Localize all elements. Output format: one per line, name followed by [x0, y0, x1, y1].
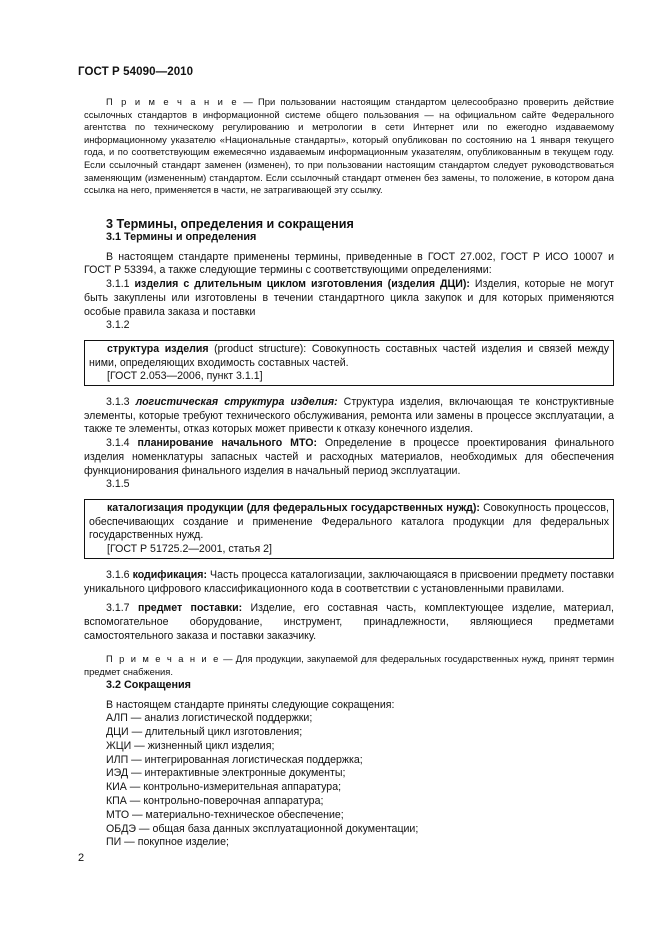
list-item: ИЭД — интерактивные электронные документы; — [106, 767, 346, 780]
term-name: каталогизация продукции (для федеральных государственных нужд): — [107, 502, 480, 514]
term-number: 3.1.6 — [106, 568, 133, 581]
term-definition: Определение в процессе проектирования финального изделия номенклатуры запасных частей и расходных материалов, необходимых для обеспечения функционирования финального изделия в начальный период эксплуатации. — [84, 437, 614, 477]
term-definition: Часть процесса каталогизации, заключающаяся в присвоении предмету поставки уникального цифрового классификационного кода в соответствии с установленными правилами. — [84, 568, 614, 595]
term-definition: (product structure): Совокупность составных частей изделия и связей между ними, определяющих входимость составных частей. — [89, 342, 609, 369]
list-item: ЖЦИ — жизненный цикл изделия; — [106, 739, 275, 752]
section-title: 3 Термины, определения и сокращения — [106, 216, 354, 231]
term-name: кодификация: — [132, 568, 208, 581]
term-3-1-7 — [84, 602, 614, 643]
term-name: изделия с длительным циклом изготовления (изделия ДЦИ): — [134, 278, 470, 291]
term-box-3-1-5 — [84, 499, 614, 559]
term-source-reference: [ГОСТ 2.053—2006, пункт 3.1.1] — [107, 370, 263, 383]
terms-intro: В настоящем стандарте применены термины, приведенные в ГОСТ 27.002, ГОСТ Р ИСО 10007 и ГОСТ Р 53394, а также следующие термины с соответствующими определениями: — [84, 250, 614, 277]
term-name: планирование начального МТО: — [137, 437, 317, 450]
term-3-1-4 — [84, 437, 614, 478]
term-number-3-1-5: 3.1.5 — [106, 478, 130, 491]
note-reference-standards — [84, 96, 614, 197]
term-definition: Изделие, его составная часть, комплектующее изделие, материал, вспомогательное оборудование, инструмент, принадлежности, являющиеся предметами самостоятельного заказа и поставки заказчику. — [84, 602, 614, 642]
list-item: КИА — контрольно-измерительная аппаратура; — [106, 781, 342, 794]
page-header: ГОСТ Р 54090—2010 — [78, 66, 194, 78]
term-3-1-6 — [84, 569, 614, 596]
list-item: ДЦИ — длительный цикл изготовления; — [106, 726, 303, 739]
term-name: предмет поставки: — [137, 602, 243, 615]
subsection-title-terms: 3.1 Термины и определения — [106, 230, 257, 243]
list-item: МТО — материально-техническое обеспечение; — [106, 808, 344, 821]
term-number: 3.1.1 — [106, 278, 135, 291]
list-item: ОБДЭ — общая база данных эксплуатационной документации; — [106, 822, 419, 835]
page-content — [84, 96, 614, 850]
term-3-1-3 — [84, 396, 614, 437]
note-supply-item — [84, 653, 614, 678]
term-source-reference: [ГОСТ Р 51725.2—2001, статья 2] — [107, 543, 272, 556]
term-definition: Совокупность процессов, обеспечивающих создание и применение Федерального каталога продукции для федеральных государственных нужд. — [89, 502, 609, 542]
list-item: ПИ — покупное изделие; — [106, 836, 229, 849]
term-name: структура изделия — [107, 342, 209, 355]
term-name: логистическая структура изделия: — [135, 396, 338, 409]
note-label: П р и м е ч а н и е — [106, 96, 239, 107]
term-3-1-1 — [84, 278, 614, 319]
abbreviations-intro: В настоящем стандарте приняты следующие сокращения: — [106, 698, 395, 711]
term-3-1-2 — [89, 343, 609, 370]
term-number: 3.1.3 — [106, 396, 136, 409]
term-number: 3.1.4 — [106, 437, 138, 450]
term-number: 3.1.7 — [106, 602, 138, 615]
abbreviations-list — [84, 712, 614, 850]
subsection-title-abbreviations: 3.2 Сокращения — [106, 678, 191, 691]
list-item: ИЛП — интегрированная логистическая поддержка; — [106, 753, 363, 766]
note-label: П р и м е ч а н и е — [106, 653, 220, 665]
term-box-3-1-2 — [84, 340, 614, 386]
page-number: 2 — [78, 852, 85, 864]
note-text: — При пользовании настоящим стандартом целесообразно проверить действие ссылочных стандартов в информационной системе общего пользования — на официальном сайте Федерального агентства по техническому регулированию и метрологии в сети Интернет или по ежегодно издаваемому информационному указателю «Национальные стандарты», который опубликован по состоянию на 1 января текущего года, и по соответствующим ежемесячно издаваемым информационным указателям, опубликованным в текущем году. Если ссылочный стандарт заменен (изменен), то при пользовании настоящим стандартом следует руководствоваться заменяющим (измененным) стандартом. Если ссылочный стандарт отменен без замены, то положение, в котором дана ссылка на него, применяется в части, не затрагивающей эту ссылку. — [84, 96, 614, 196]
list-item: АЛП — анализ логистической поддержки; — [106, 712, 313, 725]
term-3-1-5 — [89, 502, 609, 543]
term-definition: Структура изделия, включающая те конструктивные элементы, которые требуют технического обслуживания, ремонта или замены в процессе эксплуатации, а также те элементы, отказ которых может привести к отказу конечного изделия. — [84, 396, 615, 436]
note-text: — Для продукции, закупаемой для федеральных государственных нужд, принят термин предмет снабжения. — [84, 653, 615, 677]
term-definition: Изделия, которые не могут быть закуплены или изготовлены в течении стандартного цикла закупок и для которых применяются особые правила заказа и поставки — [84, 278, 614, 318]
term-number-3-1-2: 3.1.2 — [106, 319, 130, 332]
list-item: КПА — контрольно-поверочная аппаратура; — [106, 795, 324, 807]
